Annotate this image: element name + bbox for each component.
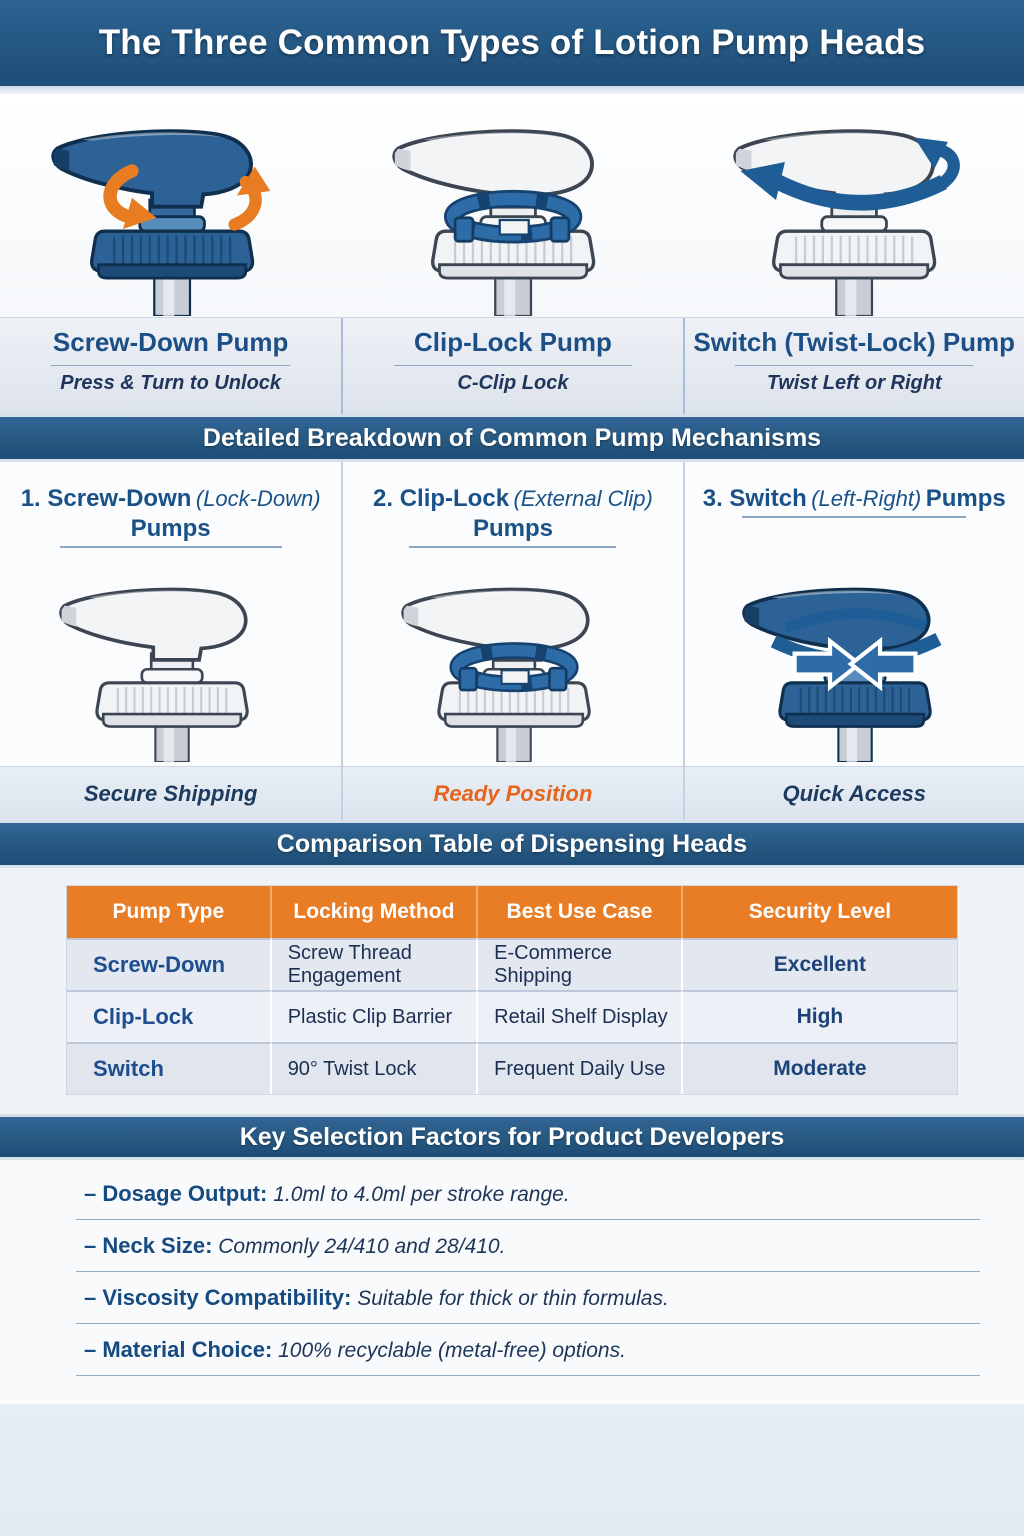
heading-rule <box>409 546 616 548</box>
factor-value: 1.0ml to 4.0ml per stroke range. <box>273 1183 570 1206</box>
heading-bold: 2. Clip-Lock <box>373 485 510 512</box>
switch-pump-cell <box>683 94 1024 317</box>
cell-best-use-case: E-Commerce Shipping <box>478 938 683 990</box>
table-row <box>67 1042 957 1094</box>
factors-title: Key Selection Factors for Product Developers <box>239 1122 785 1151</box>
label-rule <box>394 365 632 366</box>
comparison-section <box>0 868 1024 1114</box>
table-row <box>67 990 957 1042</box>
factors-band <box>0 1114 1024 1160</box>
column-art <box>728 560 980 766</box>
cell-locking-method: Plastic Clip Barrier <box>272 990 478 1042</box>
c-clip-ring-icon <box>458 650 571 690</box>
screw-down-label <box>0 318 341 414</box>
breakdown-title: Detailed Breakdown of Common Pump Mechanisms <box>202 423 822 452</box>
pump-subtitle: Press & Turn to Unlock <box>60 372 282 394</box>
comparison-title: Comparison Table of Dispensing Heads <box>276 829 748 858</box>
header-security-level: Security Level <box>683 886 957 938</box>
pump-subtitle: Twist Left or Right <box>766 372 942 394</box>
header-locking-method: Locking Method <box>272 886 478 938</box>
factor-value: Commonly 24/410 and 28/410. <box>218 1235 506 1258</box>
cell-pump-type: Screw-Down <box>67 938 272 990</box>
white-pump-blue-twist-arrow-icon <box>722 104 984 316</box>
heading-rule <box>742 516 966 518</box>
blue-pump-orange-rotate-arrows-icon <box>40 104 302 316</box>
column-art <box>45 560 297 766</box>
header-pump-type: Pump Type <box>67 886 272 938</box>
column-caption: Quick Access <box>685 766 1024 820</box>
column-caption: Ready Position <box>343 766 682 820</box>
cell-security-level: High <box>683 990 957 1042</box>
heading-italic: (Lock-Down) <box>195 486 321 511</box>
blue-pump-converging-arrows-icon <box>728 564 980 762</box>
pump-name: Clip-Lock Pump <box>413 327 612 357</box>
pump-name: Switch (Twist-Lock) Pump <box>693 327 1016 357</box>
divider-strip <box>0 86 1024 94</box>
heading-italic: (Left-Right) <box>811 486 922 511</box>
pump-types-section <box>0 94 1024 414</box>
heading-tail: Pumps <box>925 485 1006 512</box>
cell-pump-type: Clip-Lock <box>67 990 272 1042</box>
cell-best-use-case: Retail Shelf Display <box>478 990 683 1042</box>
column-art <box>387 560 639 766</box>
factor-value: 100% recyclable (metal-free) options. <box>278 1339 626 1362</box>
white-pump-locked-icon <box>45 564 297 762</box>
footer-background <box>0 1404 1024 1536</box>
heading-line2: Pumps <box>472 515 553 542</box>
c-clip-ring-icon <box>453 199 574 241</box>
white-pump-blue-clip-icon <box>381 104 643 316</box>
factor-value: Suitable for thick or thin formulas. <box>357 1287 669 1310</box>
header-best-use-case: Best Use Case <box>478 886 683 938</box>
title-banner <box>0 0 1024 86</box>
table-header-row <box>67 886 957 938</box>
factor-label: – Viscosity Compatibility: <box>84 1285 352 1310</box>
factor-material-choice <box>76 1324 980 1376</box>
column-heading <box>703 484 1006 560</box>
breakdown-col-screw-down <box>0 462 341 820</box>
white-pump-blue-clip-icon <box>387 564 639 762</box>
heading-rule <box>60 546 282 548</box>
heading-italic: (External Clip) <box>513 486 653 511</box>
switch-label <box>683 318 1024 414</box>
table-row <box>67 938 957 990</box>
pump-subtitle: C-Clip Lock <box>457 372 569 394</box>
cell-locking-method: Screw Thread Engagement <box>272 938 478 990</box>
label-rule <box>51 365 290 366</box>
clip-lock-label <box>341 318 682 414</box>
column-caption: Secure Shipping <box>0 766 341 820</box>
factor-label: – Dosage Output: <box>84 1181 268 1206</box>
factors-section <box>0 1160 1024 1404</box>
column-heading <box>21 484 321 560</box>
breakdown-section <box>0 462 1024 820</box>
factor-label: – Material Choice: <box>84 1337 273 1362</box>
cell-pump-type: Switch <box>67 1042 272 1094</box>
cell-security-level: Excellent <box>683 938 957 990</box>
column-heading <box>373 484 653 560</box>
factor-label: – Neck Size: <box>84 1233 213 1258</box>
cell-best-use-case: Frequent Daily Use <box>478 1042 683 1094</box>
breakdown-col-clip-lock <box>341 462 682 820</box>
heading-line2: Pumps <box>130 515 211 542</box>
breakdown-col-switch <box>683 462 1024 820</box>
clip-lock-pump-cell <box>341 94 682 317</box>
comparison-table <box>66 885 958 1095</box>
factor-dosage-output <box>76 1168 980 1220</box>
breakdown-band <box>0 414 1024 462</box>
heading-bold: 3. Switch <box>702 485 807 512</box>
cell-locking-method: 90° Twist Lock <box>272 1042 478 1094</box>
pump-labels-row <box>0 317 1024 414</box>
cell-security-level: Moderate <box>683 1042 957 1094</box>
screw-down-pump-cell <box>0 94 341 317</box>
factor-neck-size <box>76 1220 980 1272</box>
factor-viscosity-compatibility <box>76 1272 980 1324</box>
comparison-band <box>0 820 1024 868</box>
pump-name: Screw-Down Pump <box>52 327 289 357</box>
heading-bold: 1. Screw-Down <box>20 485 192 512</box>
label-rule <box>735 365 973 366</box>
pump-illustrations-row <box>0 94 1024 317</box>
page-title: The Three Common Types of Lotion Pump Heads <box>98 23 926 62</box>
